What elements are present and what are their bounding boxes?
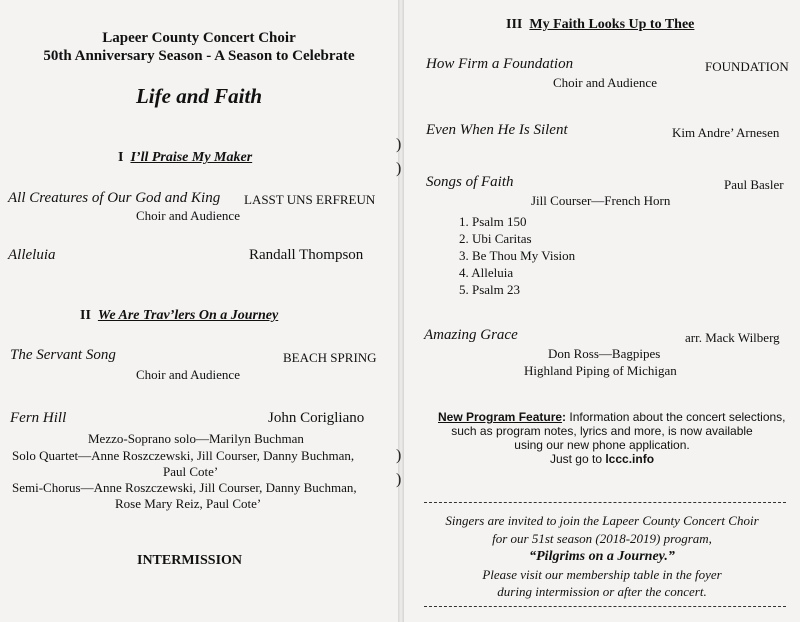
app-website-link[interactable]: lccc.info xyxy=(605,452,655,466)
performer-note: Choir and Audience xyxy=(136,208,240,223)
piece-title: Songs of Faith xyxy=(426,174,514,190)
quartet-line: Solo Quartet—Anne Roszczewski, Jill Courser, Danny Buchman, xyxy=(12,448,355,463)
section-title: My Faith Looks Up to Thee xyxy=(529,17,695,32)
dashed-divider-top xyxy=(424,502,786,503)
concert-title: Life and Faith xyxy=(135,84,262,108)
invite-line-4: during intermission or after the concert. xyxy=(497,584,707,599)
feature-link-prefix: Just go to xyxy=(549,452,602,466)
feature-line-2: such as program notes, lyrics and more, is now available xyxy=(451,424,753,438)
semi-chorus-line-cont: Rose Mary Reiz, Paul Cote’ xyxy=(115,496,262,511)
movement-item: 4. Alleluia xyxy=(459,265,514,280)
composer: Kim Andre’ Arnesen xyxy=(672,125,780,140)
season-line: 50th Anniversary Season - A Season to Celebrate xyxy=(43,48,355,64)
composer: Paul Basler xyxy=(724,177,784,192)
composer: Randall Thompson xyxy=(249,247,364,263)
performer-note: Choir and Audience xyxy=(136,367,240,382)
feature-label: New Program Feature xyxy=(438,410,563,424)
spine-mark: ) xyxy=(396,160,402,177)
piece-title: Alleluia xyxy=(8,247,56,263)
section-number: I xyxy=(118,150,124,165)
composer: arr. Mack Wilberg xyxy=(685,330,780,345)
performer-line: Highland Piping of Michigan xyxy=(524,363,677,378)
spine-mark: ) xyxy=(396,447,402,464)
feature-text: Information about the concert selections, xyxy=(569,410,786,424)
hymn-tune: FOUNDATION xyxy=(705,59,789,74)
spine-mark: ) xyxy=(396,136,402,153)
right-program-page xyxy=(404,0,800,622)
piece-title: All Creatures of Our God and King xyxy=(8,190,221,206)
section-heading-3 xyxy=(506,17,694,33)
invite-line-3: Please visit our membership table in the foyer xyxy=(482,567,722,582)
invite-line-1: Singers are invited to join the Lapeer County Concert Choir xyxy=(445,513,759,528)
performer-note: Choir and Audience xyxy=(553,75,657,90)
composer: John Corigliano xyxy=(268,410,365,426)
piece-title: How Firm a Foundation xyxy=(426,56,574,72)
piece-title: Amazing Grace xyxy=(424,327,518,343)
choir-name: Lapeer County Concert Choir xyxy=(102,30,296,46)
invite-line-2: for our 51st season (2018-2019) program, xyxy=(492,531,712,546)
feature-line-1: New Program Feature: Information about the concert selections, xyxy=(438,410,786,424)
section-title: I’ll Praise My Maker xyxy=(130,150,253,165)
left-program-page xyxy=(0,0,398,622)
piece-title: Even When He Is Silent xyxy=(426,122,568,138)
piece-title: Fern Hill xyxy=(10,410,67,426)
hymn-tune: BEACH SPRING xyxy=(283,350,377,365)
piece-title: The Servant Song xyxy=(10,347,116,363)
soloist-line: Mezzo-Soprano solo—Marilyn Buchman xyxy=(88,431,304,446)
quartet-line-cont: Paul Cote’ xyxy=(163,464,219,479)
feature-line-4 xyxy=(404,452,800,466)
program-name: “Pilgrims on a Journey.” xyxy=(529,549,675,564)
section-heading-1 xyxy=(118,150,252,166)
spine-mark: ) xyxy=(396,471,402,488)
dashed-divider-bottom xyxy=(424,606,786,607)
movement-item: 3. Be Thou My Vision xyxy=(459,248,576,263)
section-number: II xyxy=(80,308,91,323)
movement-item: 2. Ubi Caritas xyxy=(459,231,532,246)
semi-chorus-line: Semi-Chorus—Anne Roszczewski, Jill Courser, Danny Buchman, xyxy=(12,480,357,495)
hymn-tune: LASST UNS ERFREUN xyxy=(244,192,376,207)
intermission-label: INTERMISSION xyxy=(137,553,243,568)
section-number: III xyxy=(506,17,523,32)
movement-item: 5. Psalm 23 xyxy=(459,282,521,297)
feature-line-3: using our new phone application. xyxy=(514,438,690,452)
movement-item: 1. Psalm 150 xyxy=(459,214,527,229)
performer-line: Don Ross—Bagpipes xyxy=(548,346,661,361)
performer-line: Jill Courser—French Horn xyxy=(531,193,671,208)
section-title: We Are Trav’lers On a Journey xyxy=(97,308,279,323)
section-heading-2 xyxy=(80,308,278,324)
